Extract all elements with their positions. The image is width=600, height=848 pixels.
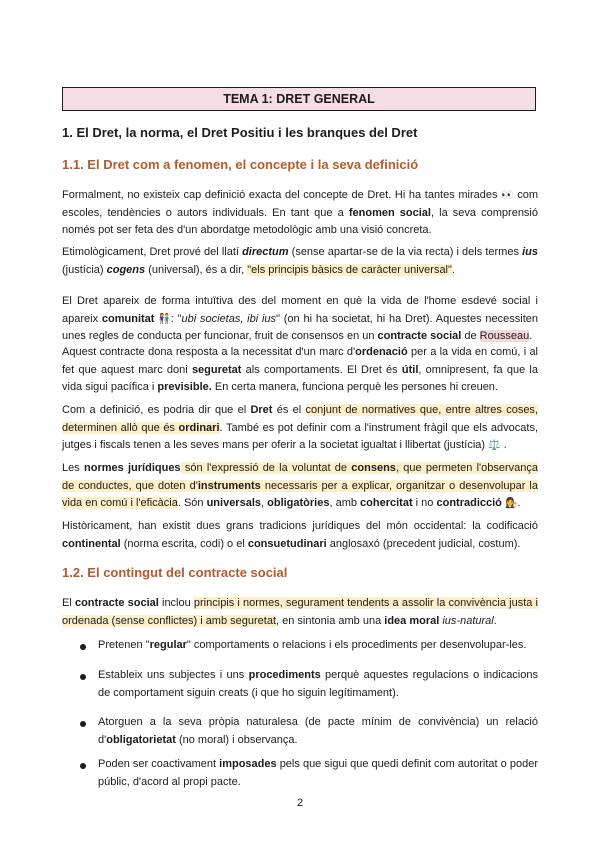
list-item: Poden ser coactivament imposades pels que sigui que quedi definit com autoritat o poder públic, d'acord al propi pacte. [98,758,538,788]
judge-icon: 👩‍⚖️ [504,498,518,509]
list-item: Estableix uns subjectes i uns procediments perquè aquestes regulacions o indicacions de comportament siguin creats (i que ho siguin legítimament). [98,669,538,699]
paragraph-2: Etimològicament, Dret prové del llatí directum (sense apartar-se de la via recta) i dels termes ius (justícia) cogens (universal), és a dir, "els principis bàsics de caràcter universal". [62,246,538,276]
list-item: Pretenen "regular" comportaments o relacions i els procediments per desenvolupar-les. [98,639,527,651]
list-item: Atorguen a la seva pròpia naturalesa (de pacte mínim de convivència) un relació d'obligatorietat (no moral) i observança. [98,716,538,746]
paragraph-4: Aquest contracte dona resposta a la necessitat d'un marc d'ordenació per a la vida en comú, i al fet que aquest marc doni seguretat als comportaments. El Dret és útil, omnipresent, fa que la vida sigui pacífica i previsible. En certa manera, funciona perquè les persones hi creuen. [62,346,539,393]
paragraph-7: Històricament, han existit dues grans tradicions jurídiques del món occidental: la codificació continental (norma escrita, codi) o el consuetudinari anglosaxó (precedent judicial, costum). [62,520,538,550]
paragraph-1: Formalment, no existeix cap definició exacta del concepte de Dret. Hi ha tantes mirades 👀 com escoles, tendències o autors individuals. En tant que a fenomen social, la seva comprensió només pot ser feta des d'un abordatge metodològic amb una visió concreta. [62,189,539,236]
page-title: TEMA 1: DRET GENERAL [62,87,536,111]
section-heading-1: 1. El Dret, la norma, el Dret Positiu i les branques del Dret [62,125,418,140]
paragraph-5: Com a definició, es podria dir que el Dret és el conjunt de normatives que, entre altres coses, determinen allò que és ordinari. També es pot definir com a l'instrument fràgil que els advocats, jutges i fiscals tenen a les seves mans per oferir a la societat igualtat i llibertat (justícia) ⚖️ . [62,402,538,455]
section-heading-1-1: 1.1. El Dret com a fenomen, el concepte i la seva definició [62,157,419,172]
people-icon: 👫 [158,313,171,325]
eyes-icon: 👀 [501,190,514,201]
bullet-icon [80,674,86,680]
section-heading-1-2: 1.2. El contingut del contracte social [62,565,288,580]
page-number: 2 [296,797,304,809]
paragraph-6: Les normes jurídiques són l'expressió de la voluntat de consens, que permeten l'observança de conductes, que doten d'instruments necessaris per a explicar, organitzar o desenvolupar la vida en comú i l'eficàcia. Són universals, obligatòries, amb cohercitat i no contradicció 👩‍⚖️. [62,460,538,513]
bullet-icon [80,644,86,650]
bullet-icon [80,721,86,727]
paragraph-3: El Dret apareix de forma intuïtiva des del moment en què la vida de l'home esdevé social i apareix comunitat 👫: "ubi societas, ibi ius" (on hi ha societat, hi ha Dret). Aquestes necessiten unes regles de conducta per funcionar, fruit de consensos en un contracte social de Rousseau. [62,295,538,342]
paragraph-8: El contracte social inclou principis i normes, segurament tendents a assolir la convivència justa i ordenada (sense conflictes) i amb seguretat, en sintonia amb una idea moral ius-natural. [62,597,538,627]
scales-icon: ⚖️ [488,440,501,451]
bullet-icon [80,763,86,769]
